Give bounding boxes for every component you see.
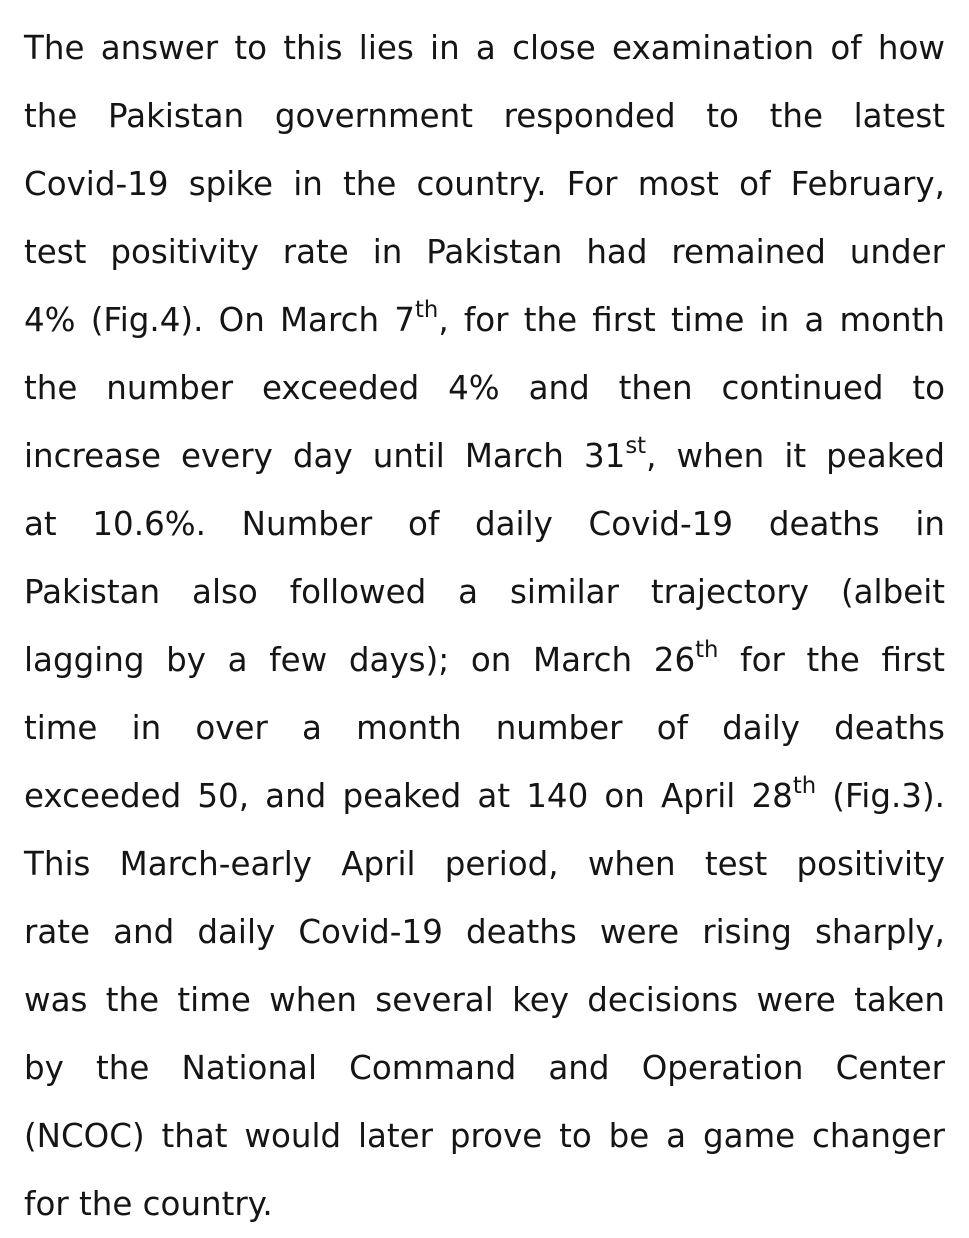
- text-line: The answer to this lies in a close examination of how: [24, 29, 945, 67]
- text-line: [24, 286, 945, 354]
- text-line: rate and daily Covid-19 deaths were rising sharply,: [24, 913, 945, 951]
- text-line: time in over a month number of daily deaths: [24, 709, 945, 747]
- text-line: [24, 762, 945, 830]
- text-segment: increase every day until March 31: [24, 437, 626, 475]
- text-line: at 10.6%. Number of daily Covid-19 deaths in: [24, 505, 945, 543]
- text-segment: for the first: [718, 641, 945, 679]
- text-segment: , when it peaked: [646, 437, 945, 475]
- article-paragraph: [24, 14, 945, 1238]
- text-line: the number exceeded 4% and then continued to: [24, 369, 945, 407]
- text-line: for the country.: [24, 1185, 273, 1223]
- text-segment: lagging by a few days); on March 26: [24, 641, 696, 679]
- text-line: Covid-19 spike in the country. For most of February,: [24, 165, 945, 203]
- ordinal-suffix: th: [695, 636, 719, 663]
- text-line: [24, 422, 945, 490]
- text-segment: 4% (Fig.4). On March 7: [24, 301, 415, 339]
- text-line: (NCOC) that would later prove to be a game changer: [24, 1117, 945, 1155]
- ordinal-suffix: st: [625, 432, 647, 459]
- text-segment: (Fig.3).: [816, 777, 945, 815]
- text-line: Pakistan also followed a similar trajectory (albeit: [24, 573, 945, 611]
- text-segment: , for the first time in a month: [438, 301, 945, 339]
- text-segment: exceeded 50, and peaked at 140 on April 28: [24, 777, 793, 815]
- text-line: was the time when several key decisions were taken: [24, 981, 945, 1019]
- text-line: This March-early April period, when test positivity: [24, 845, 945, 883]
- text-line: test positivity rate in Pakistan had remained under: [24, 233, 945, 271]
- text-line: [24, 626, 945, 694]
- ordinal-suffix: th: [792, 772, 817, 799]
- text-line: by the National Command and Operation Center: [24, 1049, 945, 1087]
- ordinal-suffix: th: [414, 296, 439, 323]
- text-line: the Pakistan government responded to the latest: [24, 97, 945, 135]
